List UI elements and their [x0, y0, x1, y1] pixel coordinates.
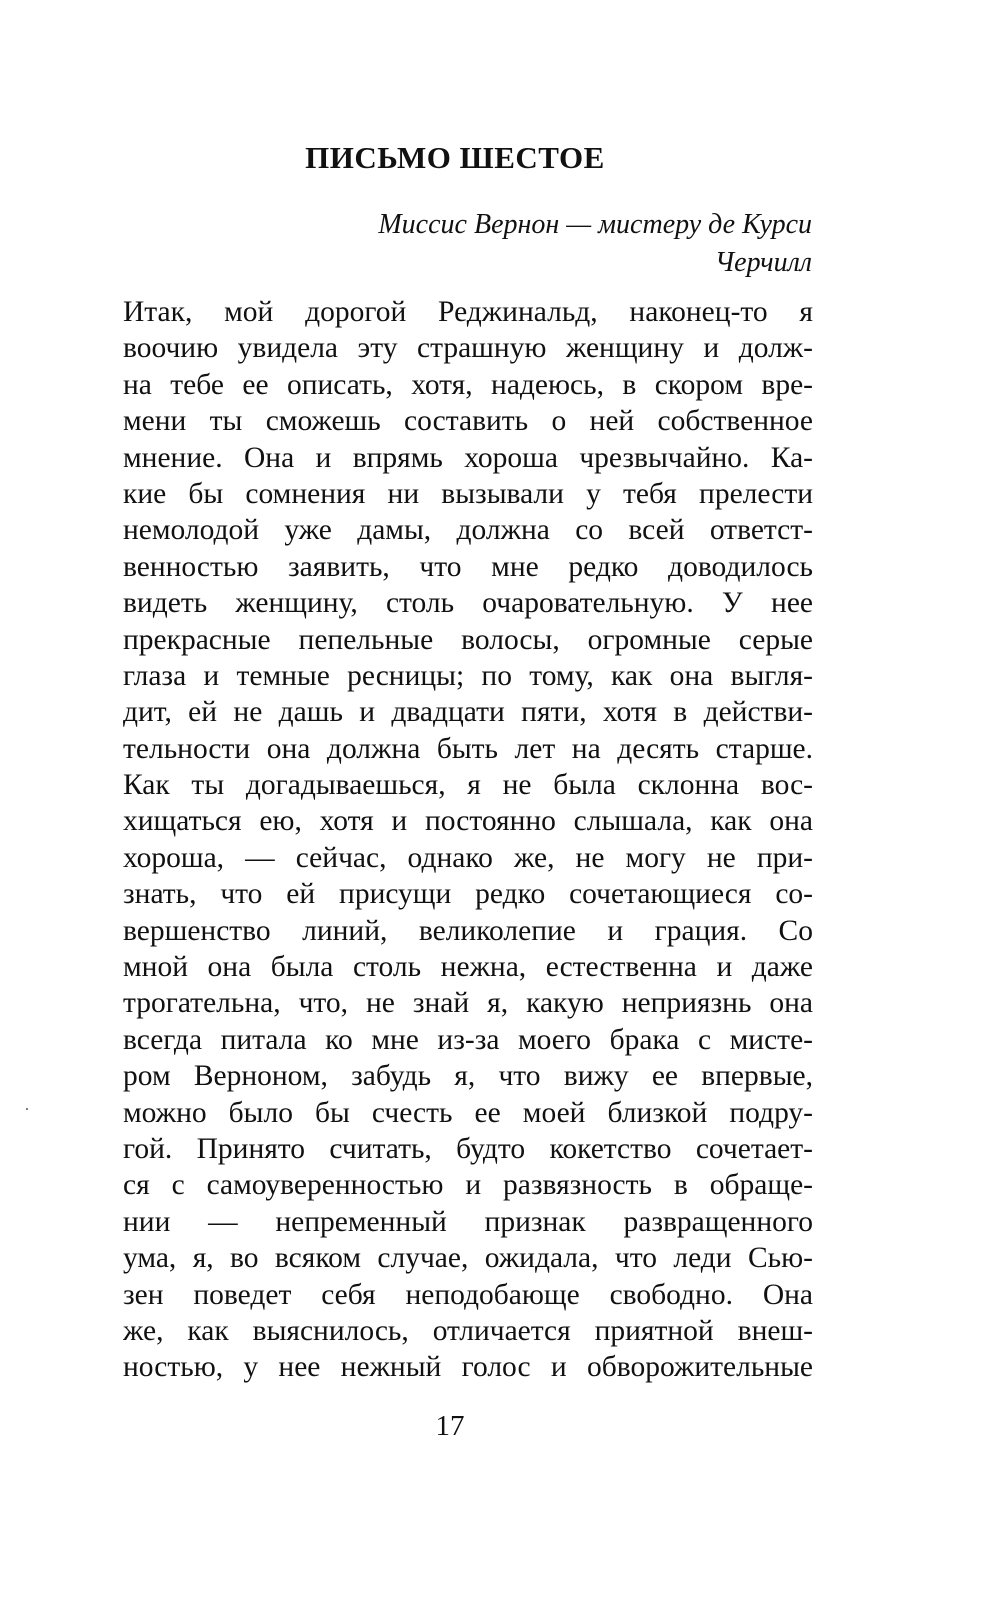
text-line: дит, ей не дашь и двадцати пяти, хотя в действи-: [123, 696, 813, 729]
page-number: 17: [435, 1410, 465, 1442]
text-line: мени ты сможешь составить о ней собственное: [123, 405, 813, 438]
text-line: трогательна, что, не знай я, какую неприязнь она: [123, 987, 813, 1020]
text-line: Как ты догадываешься, я не была склонна вос-: [123, 769, 813, 802]
text-line: на тебе ее описать, хотя, надеюсь, в скором вре-: [123, 368, 813, 401]
text-line: тельности она должна быть лет на десять старше.: [123, 732, 813, 765]
epigraph-line-1: Миссис Вернон — мистеру де Курси: [378, 209, 812, 240]
text-line: всегда питала ко мне из-за моего брака с мисте-: [123, 1023, 813, 1056]
scan-speck: [26, 1108, 28, 1110]
text-line: видеть женщину, столь очаровательную. У нее: [123, 587, 813, 620]
text-line: вершенство линий, великолепие и грация. Со: [123, 914, 813, 947]
text-line: ностью, у нее нежный голос и обворожительные: [123, 1351, 813, 1384]
text-line: зен поведет себя неподобающе свободно. Она: [123, 1278, 813, 1311]
text-line: знать, что ей присущи редко сочетающиеся со-: [123, 878, 813, 911]
text-line: мнение. Она и впрямь хороша чрезвычайно. Ка-: [123, 441, 813, 474]
text-line: немолодой уже дамы, должна со всей ответст-: [123, 514, 813, 547]
text-line: ром Верноном, забудь я, что вижу ее впервые,: [123, 1060, 813, 1093]
text-line: хищаться ею, хотя и постоянно слышала, как она: [123, 805, 813, 838]
text-line: кие бы сомнения ни вызывали у тебя прелести: [123, 477, 813, 510]
text-line: прекрасные пепельные волосы, огромные серые: [123, 623, 813, 656]
body-text: [123, 294, 813, 1386]
text-line: воочию увидела эту страшную женщину и долж-: [123, 332, 813, 365]
epigraph-line-2: Черчилл: [714, 247, 812, 278]
text-line: ума, я, во всяком случае, ожидала, что леди Сью-: [123, 1242, 813, 1275]
text-line: хороша, — сейчас, однако же, не могу не при-: [123, 841, 813, 874]
chapter-title: ПИСЬМО ШЕСТОЕ: [305, 140, 605, 175]
text-line: гой. Принято считать, будто кокетство сочетает-: [123, 1132, 813, 1165]
text-line: Итак, мой дорогой Реджинальд, наконец-то я: [123, 296, 813, 328]
text-line: можно было бы счесть ее моей близкой подру-: [123, 1096, 813, 1129]
text-line: нии — непременный признак развращенного: [123, 1205, 813, 1238]
text-line: венностью заявить, что мне редко доводилось: [123, 550, 813, 583]
epigraph: [378, 206, 812, 282]
text-line: мной она была столь нежна, естественна и даже: [123, 951, 813, 984]
text-line: глаза и темные ресницы; по тому, как она выгля-: [123, 659, 813, 692]
text-line: же, как выяснилось, отличается приятной внеш-: [123, 1314, 813, 1347]
text-line: ся с самоуверенностью и развязность в обраще-: [123, 1169, 813, 1202]
